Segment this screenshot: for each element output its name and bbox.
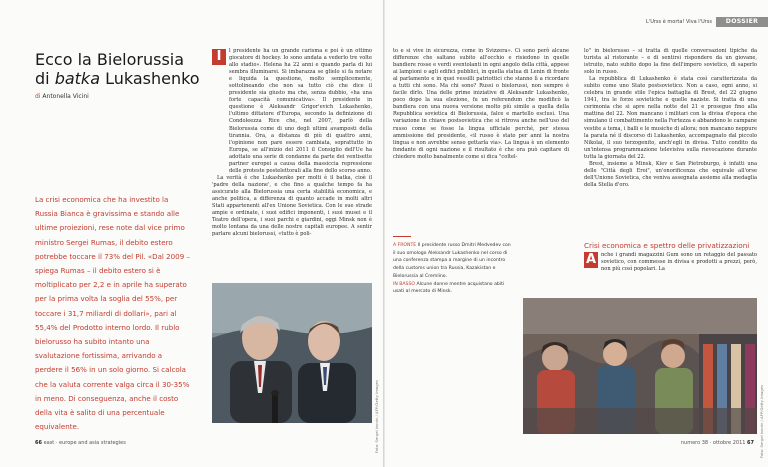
caption-rule <box>393 236 411 237</box>
col2-paragraph-3: Brest, insieme a Minsk, Kiev e San Pietroburgo, è infatti una delle "Città degli Eroi", un'onorificenza che equivale all'orse dell'Unione Sovietica, che veniva assegnata assieme alla medaglia della Stella d'oro. <box>584 160 757 188</box>
photo-illustration <box>212 283 372 423</box>
photo-credit-left: Foto: Sergei Ivonin / AFP/Getty Images <box>374 380 379 454</box>
subsection-body <box>601 252 757 273</box>
article-body-left <box>212 48 372 238</box>
photo-caption <box>393 242 513 296</box>
caption-text-1: Il presidente russo Dmitri Medvedev con il suo omologo Aleksandr Lukashenko nel corso di una conferenza stampa a margine di un incontro della customs union tra Russia, Kazakistan e Bielorussia al Cremlino. <box>393 243 511 279</box>
article-title <box>35 50 205 88</box>
section-tag: DOSSIER <box>716 17 768 27</box>
page-number-left: 66 <box>35 440 42 446</box>
market-photo-illustration <box>523 298 757 434</box>
folio-left <box>35 440 126 446</box>
drop-cap-right: A <box>585 252 597 267</box>
photo-market-minsk <box>523 298 757 434</box>
drop-cap: I <box>212 49 226 65</box>
pull-quote: La crisi economica che ha investito la Russia Bianca è gravissima e stando alle ultime proiezioni, rese note dal vice primo ministro Sergei Rumas, il debito estero potrebbe toccare il 73% del Pil. «Dal 2009 – spiega Rumas – il debito estero si è moltiplicato per 2,2 e in aprile ha superato per la prima volta la soglia del 55%, per toccare i 31,7 miliardi di dollari», pari al 55,4% del Prodotto interno lordo. Il rublo bielorusso ha subito intanto una svalutazione fortissima, arrivando a perdere il 56% in un solo giorno. Si calcola che la valuta corrente valga circa il 30-35% in meno. Di conseguenza, anche il costo della vita è salito di una percentuale equivalente. <box>35 195 191 432</box>
title-line-2-suffix: Lukashenko <box>100 69 200 88</box>
article-body-col1 <box>393 48 569 161</box>
paragraph-1: l presidente ha un grande carisma e poi è un ottimo giocatore di hockey. Io sono andata a vederlo tre volte allo stadio». Helena ha 22 anni e quando parla di lui sembra illuminarsi. Si imbarazza se glielo si fa notare e liquida la questione, molto semplicemente, sottolineando che non sa tutto ciò che dice il presidente sia giusto ma che, senza dubbio, «ha una forte capacità comunicativa». Il presidente in questione è Aleksandr Grigor'evich Lukashenko, l'ultimo dittatore d'Europa, secondo la definizione di Condoleezza Rice che, nel 2007, parlò della Bielorussia come di uno degli ultimi avamposti della tirannia. Ora, a distanza di più di quattro anni, l'opinione non pare essere cambiata, soprattutto in Europa, se all'inizio del 2011 il Consiglio dell'Ue ha adottato una serie di condanne da parte dei ventisette partner europei a causa della massiccia repressione delle proteste postelettorali alla fine dello scorso anno. <box>229 48 372 174</box>
caption-label-1: A FRONTE <box>393 243 417 248</box>
caption-label-2: IN BASSO <box>393 281 415 287</box>
photo-credit-right: Foto: Sergei Ivonin / AFP/Getty Images <box>759 385 764 459</box>
title-line-2-prefix: di <box>35 69 55 88</box>
left-page <box>0 0 383 467</box>
article-body-col2 <box>584 48 757 189</box>
folio-right <box>681 440 754 446</box>
running-header <box>385 17 768 27</box>
col2-paragraph-2: La repubblica di Lukashenko è stata così caratterizzata da subito come uno Stato postsovietico. Non a caso, ogni anno, si celebra in grande stile l'epica battaglia di Brest, del 22 giugno 1941, tra le forze sovietiche e quelle naziste. Si tratta di una cerimonia che si apre nella notte del 21 e prosegue fino alla mattina del 22. Non mancano i militari con la divisa d'epoca che simulano il combattimento nella Fortezza e abbandono le campane vestite a tema, i balli e le musiche di allora; non mancano neppure la parata né il discorso di Lukashenko, accompagnato dal piccolo Nikolai, il suo terzogenito, anch'egli in divisa. Tutto condito da un'intensa programmazione televisiva sulla rievocazione durante tutta la giornata del 22. <box>584 76 757 160</box>
title-line-1: Ecco la Bielorussia <box>35 50 185 69</box>
col2-paragraph-1: lo" in bielorusso – si tratta di quelle conversazioni tipiche da turista al ristorante – e di sentirsi rispondere da un giovane, istruito, nato subito dopo la fine dell'impero sovietico, di saperlo solo in russo. <box>584 48 757 76</box>
section-subhead: Crisi economica e spettro delle privatizzazioni <box>584 241 750 250</box>
byline-prefix: di <box>35 93 41 100</box>
col1-paragraph: to e si vive in sicurezza, come in Svizzera». Ci sono però alcune differenze che saltano subito all'occhio e risiedono in quelle bandiere rosse e verdi sventolanti in ogni angolo della città, appese ai lampioni o agli edifici pubblici, in quella statua di Lenin di fronte al parlamento e in quei vessilli patriottici che stanno lì a ricordare a tutti chi sono. Ma chi sono? Russi o bielorussi, non sempre è facile dirlo. Una delle prime iniziative di Aleksandr Lukashenko, poco dopo la sua elezione, fu un referendum che modificò la bandiera con una nuova versione molto più simile a quella della Repubblica sovietica di Bielorussia, falce e martello esclusi. Una variazione in chiave postsovietica che si ritrova anche nell'uso del russo come se fosse la lingua ufficiale perché, per stessa ammissione del presidente, «il russo è stato per anni la nostra lingua e non avrebbe senso gettarla via». La lingua è un elemento fondante di ogni nazione e il risultato è che ora può capitare di chiedere molto banalmente come si dica "coltel- <box>393 48 569 160</box>
page-number-right: 67 <box>747 440 754 446</box>
right-page <box>385 0 768 467</box>
caption-text-2: Alcune donne mentre acquistano abiti usati al mercato di Minsk. <box>393 281 505 295</box>
title-italic-word: batka <box>54 69 100 88</box>
photo-leaders-press-conference <box>212 283 372 423</box>
issue-info: numero 38 · ottobre 2011 <box>680 440 746 446</box>
magazine-name: east · europe and asia strategies <box>43 440 126 446</box>
running-head-title: L'Urss è morta! Viva l'Urss <box>646 19 712 25</box>
byline <box>35 93 89 100</box>
paragraph-2: La verità è che Lukashenko per molti è il batka, cioè il 'padre della nazione', e che fino a qualche tempo fa ha assicurato alla Bielorussia una certa stabilità economica, e anche politica, a differenza di quanto accade in molti altri Stati appartenenti all'ex Unione Sovietica. Con le sue strade ampie e ordinate, i suoi edifici imponenti, i suoi musei e il Teatro dell'opera, i suoi parchi e giardini, oggi Minsk non è molto lontana da una delle nostre capitali europee. A sentir parlare alcuni bielorussi, «tutto è poli- <box>212 174 372 238</box>
subsection-paragraph: nche i grandi magazzini Gum sono un retaggio del passato sovietico, con commesse in divisa e prodotti a prezzi, però, non più così popolari. La <box>601 252 757 273</box>
author-name: Antonella Vicini <box>42 93 89 100</box>
